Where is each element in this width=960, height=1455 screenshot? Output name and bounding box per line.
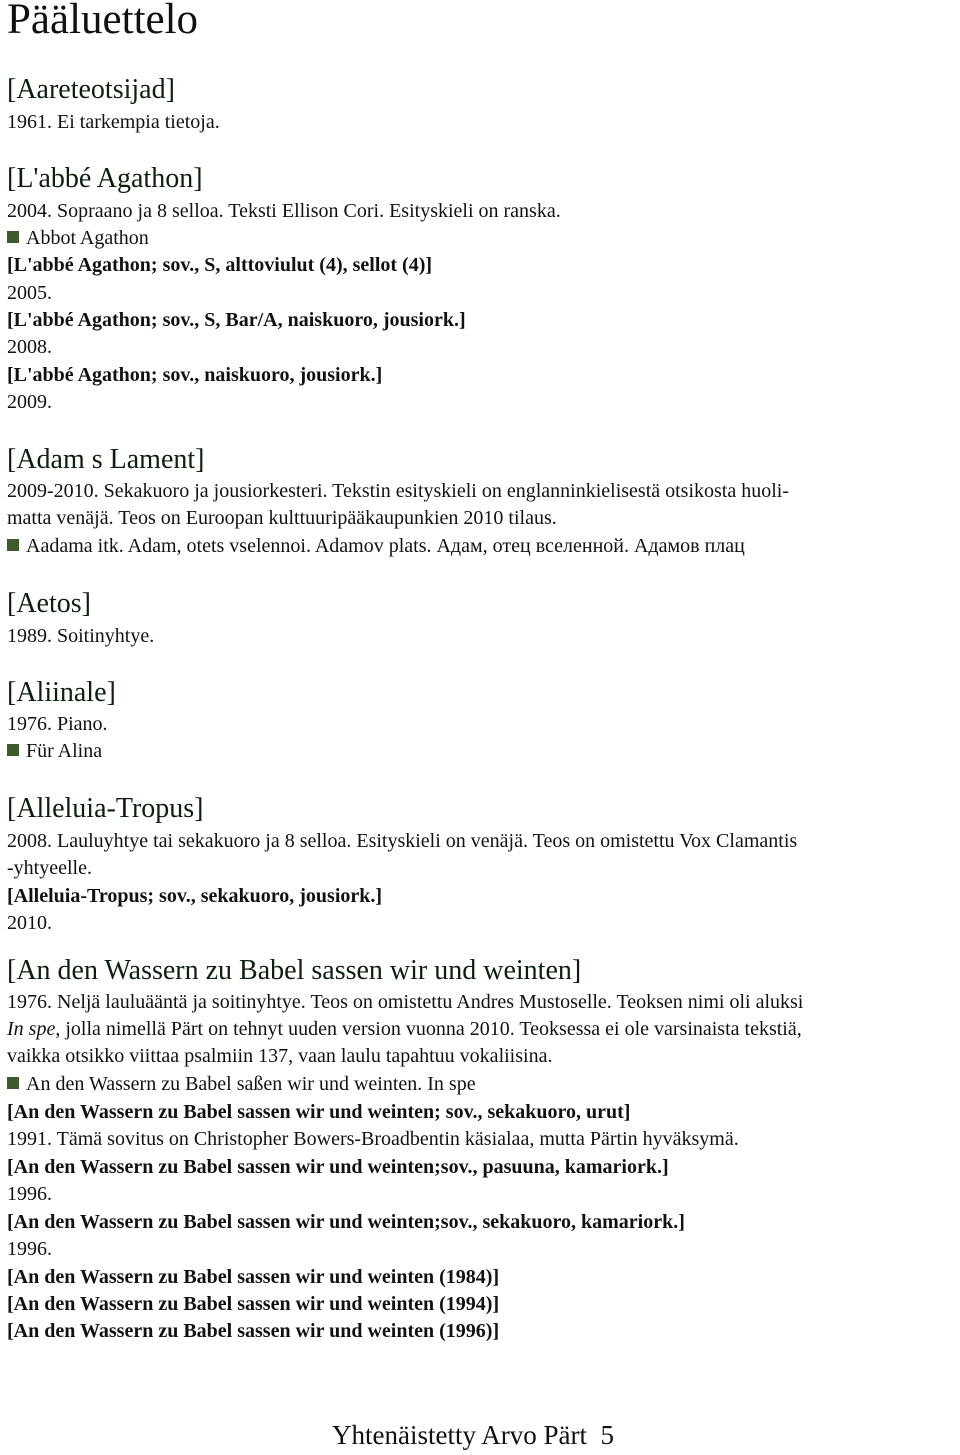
entry-description-line: -yhtyeelle.: [7, 857, 92, 879]
recording-item: Abbot Agathon: [7, 225, 149, 251]
square-bullet-icon: [7, 231, 19, 243]
version-year: 2005.: [7, 282, 52, 304]
version-heading: [Alleluia-Tropus; sov., sekakuoro, jousiork.]: [7, 885, 383, 907]
entry-description: 1961. Ei tarkempia tietoja.: [7, 111, 220, 133]
entry-description: 1976. Piano.: [7, 713, 108, 735]
entry-heading: [Aareteotsijad]: [7, 74, 175, 105]
version-heading: [An den Wassern zu Babel sassen wir und weinten; sov., sekakuoro, urut]: [7, 1101, 631, 1123]
version-heading: [An den Wassern zu Babel sassen wir und weinten;sov., sekakuoro, kamariork.]: [7, 1211, 685, 1233]
entry-heading: [Aliinale]: [7, 677, 116, 708]
entry-description-line: In spe, jolla nimellä Pärt on tehnyt uuden version vuonna 2010. Teoksessa ei ole varsinaista tekstiä,: [7, 1018, 802, 1040]
page-title: Pääluettelo: [7, 0, 199, 43]
version-year: 1996.: [7, 1238, 52, 1260]
version-note: 1991. Tämä sovitus on Christopher Bowers-Broadbentin käsialaa, mutta Pärtin hyväksymä.: [7, 1128, 739, 1150]
version-heading: [An den Wassern zu Babel sassen wir und weinten (1994)]: [7, 1293, 500, 1315]
version-year: 1996.: [7, 1183, 52, 1205]
entry-description-line: 2008. Lauluyhtye tai sekakuoro ja 8 selloa. Esityskieli on venäjä. Teos on omistettu Vox Clamantis: [7, 830, 798, 852]
entry-heading: [Aetos]: [7, 588, 91, 619]
entry-heading: [An den Wassern zu Babel sassen wir und weinten]: [7, 955, 582, 986]
version-year: 2010.: [7, 912, 52, 934]
version-heading: [An den Wassern zu Babel sassen wir und weinten (1996)]: [7, 1320, 500, 1342]
page-footer: Yhtenäistetty Arvo Pärt 5: [332, 1420, 614, 1450]
italic-title: In spe: [7, 1018, 56, 1040]
version-year: 2009.: [7, 391, 52, 413]
square-bullet-icon: [7, 539, 19, 551]
entry-heading: [Alleluia-Tropus]: [7, 793, 204, 824]
recording-item: Aadama itk. Adam, otets vselennoi. Adamov plats. Адам, отец вселенной. Адамов плац: [7, 533, 745, 559]
version-heading: [L'abbé Agathon; sov., S, Bar/A, naiskuoro, jousiork.]: [7, 309, 466, 331]
version-heading: [L'abbé Agathon; sov., naiskuoro, jousiork.]: [7, 364, 383, 386]
recording-item: Für Alina: [7, 738, 102, 764]
version-heading: [An den Wassern zu Babel sassen wir und weinten;sov., pasuuna, kamariork.]: [7, 1156, 669, 1178]
version-heading: [L'abbé Agathon; sov., S, alttoviulut (4), sellot (4)]: [7, 254, 433, 276]
square-bullet-icon: [7, 744, 19, 756]
square-bullet-icon: [7, 1077, 19, 1089]
recording-item: An den Wassern zu Babel saßen wir und weinten. In spe: [7, 1071, 476, 1097]
entry-description-line: matta venäjä. Teos on Euroopan kulttuuripääkaupunkien 2010 tilaus.: [7, 507, 557, 529]
entry-heading: [L'abbé Agathon]: [7, 163, 203, 194]
entry-heading: [Adam s Lament]: [7, 444, 205, 475]
entry-description: 1989. Soitinyhtye.: [7, 625, 155, 647]
entry-description-line: 1976. Neljä lauluääntä ja soitinyhtye. Teos on omistettu Andres Mustoselle. Teoksen nimi oli aluksi: [7, 991, 804, 1013]
version-year: 2008.: [7, 336, 52, 358]
entry-description: 2004. Sopraano ja 8 selloa. Teksti Ellison Cori. Esityskieli on ranska.: [7, 200, 561, 222]
page-number: 5: [600, 1420, 614, 1450]
entry-description-line: vaikka otsikko viittaa psalmiin 137, vaan laulu tapahtuu vokaliisina.: [7, 1045, 553, 1067]
version-heading: [An den Wassern zu Babel sassen wir und weinten (1984)]: [7, 1266, 500, 1288]
entry-description-line: 2009-2010. Sekakuoro ja jousiorkesteri. Tekstin esityskieli on englanninkielisestä otsikosta huoli-: [7, 480, 790, 502]
